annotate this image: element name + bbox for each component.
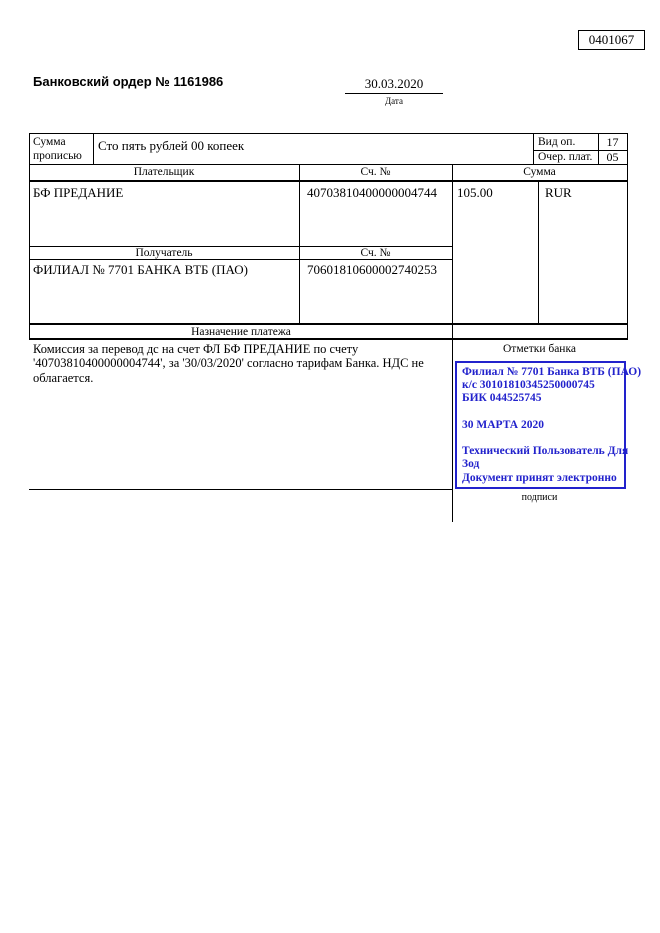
recipient-name: ФИЛИАЛ № 7701 БАНКА ВТБ (ПАО) <box>33 262 248 277</box>
op-type-left-divider <box>533 133 534 164</box>
amount-words-value: Сто пять рублей 00 копеек <box>98 138 245 153</box>
recipient-section-label: Получатель <box>135 247 193 259</box>
date-block <box>345 76 443 106</box>
purpose-text: Комиссия за перевод дс на счет ФЛ БФ ПРЕДАНИЕ по счету '40703810400000004744', за '30/03/2020' согласно тарифам Банка. НДС не облагается. <box>33 342 424 385</box>
bank-electronic-stamp: Филиал № 7701 Банка ВТБ (ПАО) к/с 30101810345250000745 БИК 044525745 30 МАРТА 2020 Технический Пользователь Для Зод Документ принят электронно <box>455 361 626 489</box>
op-type-label: Вид оп. <box>538 136 576 148</box>
payer-account-label: Сч. № <box>360 166 391 178</box>
date-label: Дата <box>385 96 403 106</box>
payer-name: БФ ПРЕДАНИЕ <box>33 185 124 200</box>
payer-account-number: 40703810400000004744 <box>307 185 437 200</box>
name-account-divider <box>299 164 300 325</box>
amount-words-label: Сумма прописью <box>33 136 82 162</box>
op-type-value: 17 <box>606 135 619 149</box>
recipient-account-number: 70601810600002740253 <box>307 262 437 277</box>
purpose-section-label: Назначение платежа <box>191 326 291 338</box>
table-left-border <box>29 133 30 340</box>
table-right-border <box>627 133 628 340</box>
recipient-account-label: Сч. № <box>360 247 391 259</box>
bank-marks-section-label: Отметки банка <box>503 343 576 355</box>
table-top-border <box>29 133 628 134</box>
amount-words-label-divider <box>93 133 94 164</box>
signature-line <box>29 489 453 490</box>
form-code-box <box>578 30 645 50</box>
payer-section-label: Плательщик <box>133 166 195 178</box>
date-value: 30.03.2020 <box>345 76 443 94</box>
priority-label: Очер. плат. <box>538 151 593 163</box>
amount-currency-divider <box>538 180 539 325</box>
priority-value: 05 <box>606 150 619 164</box>
document-title: Банковский ордер № 1161986 <box>33 74 224 89</box>
amount-words-row-bottom-border <box>29 164 628 165</box>
amount-column-label: Сумма <box>523 166 556 178</box>
currency-code: RUR <box>545 185 572 200</box>
signatures-label: подписи <box>521 492 558 503</box>
form-code: 0401067 <box>588 32 635 47</box>
amount-value: 105.00 <box>457 185 493 200</box>
